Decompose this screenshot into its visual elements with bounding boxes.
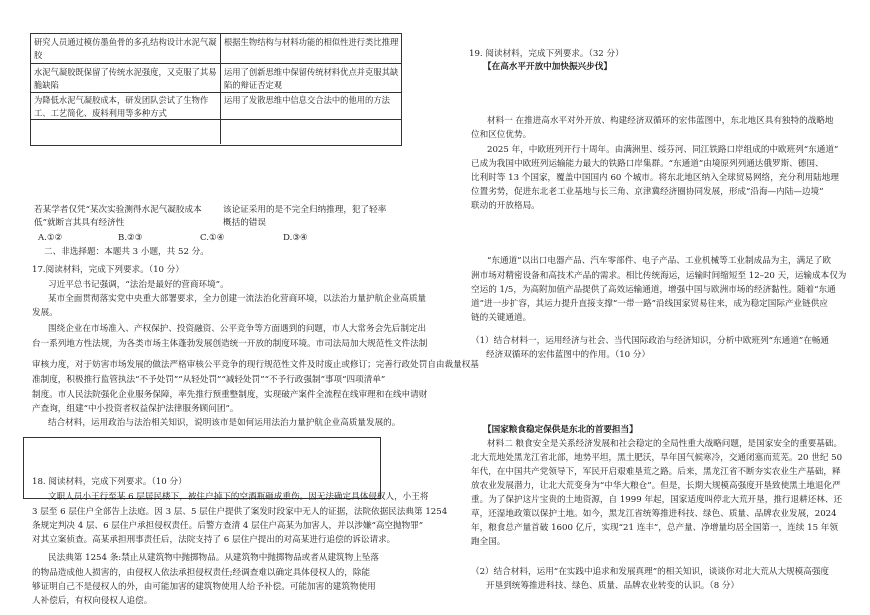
q18-line: 条规定判决 4 层、6 层住户承担侵权责任。后警方查清 4 层住户高某为加害人，并以涉嫌“高空抛物罪” (32, 521, 424, 531)
table-cell: 为降低水泥气凝胶成本，研发团队尝试了生物作工、工艺简化、废料利用等多种方式 (34, 95, 209, 118)
section-subtitle: 【在高水平开放中加快振兴步伐】 (483, 62, 612, 72)
table-cell: 运用了创新思维中保留传统材料优点并克服其缺陷的辩证否定观 (224, 67, 399, 90)
m1b-line: 空运的 1/5，为高附加值产品提供了高效运输通道，增强中国与欧洲市场的经济黏性。随着“东通 (471, 285, 836, 295)
m2-line: 北大荒地处黑龙江省北部，地势平坦，黑土肥沃，旱年国气候寒冷，交通闭塞而荒芜。20 世纪 50 (471, 453, 843, 463)
table-cell: 水泥气凝胶既保留了传统水泥强度，又克服了其易脆缺陷 (34, 67, 217, 90)
q2-line: 开垦到统筹推进科技、绿色、质量、品牌农业转变的认识。（8 分） (486, 581, 740, 591)
m2-line: 放农业发展潜力，让北大荒变身为“中华大粮仓”。但是，长期大规模高强度开垦致使黑土地退化严 (471, 481, 841, 491)
table-row-line (30, 92, 401, 93)
q1-line: （1）结合材料一，运用经济与社会、当代国际政治与经济知识，分析中欧班列“东通道”在畅通 (471, 336, 830, 346)
option-c: C.①④ (200, 233, 225, 243)
m1-line: 已成为我国中欧班列运输能力最大的铁路口岸集群。“东通道”由境原列列通达俄罗斯、德国、 (471, 159, 824, 169)
m2-line: 跑全国。 (471, 537, 506, 547)
m1b-line: 道”进一步扩容，其运力提升直接支撑“一带一路”沿线国家贸易往来，成为稳定国际产业链供应 (471, 299, 828, 309)
q18-line: 够证明自己不是侵权人的外，由可能加害的建筑物使用人给予补偿。可能加害的建筑物使用 (32, 582, 376, 592)
m2-line: 材料二 粮食安全是关系经济发展和社会稳定的全局性重大战略问题，是国家安全的重要基础。 (487, 439, 843, 449)
q17-line: 结合材料，运用政治与法治相关知识，说明该市是如何运用法治力量护航企业高质量发展的。 (48, 418, 401, 428)
q18-line: 3 层至 6 层住户全部告上法庭。因 3 层、5 层住户提供了案发时段家中无人的证据，法院依据民法典第 1254 (32, 507, 448, 517)
q17-line: 产查询，组建“中小投资者权益保护法律服务顾问团”。 (32, 404, 239, 414)
q17-line: 审核力度，对于妨害市场发展的做法严格审核公平竞争的现行规范性文件及时废止或修订；完善行政处罚自由裁量权基 (32, 360, 479, 370)
q18-line: 人补偿后，有权向侵权人追偿。 (32, 596, 153, 606)
m1-line: 2025 年，中欧班列开行十周年。由满洲里、绥芬河、同江铁路口岸组成的中欧班列“东通道” (487, 145, 839, 155)
m2-line: 草，还湿地政策以保护土地。如今，黑龙江省统筹推进科技、绿色、质量、品牌农业发展，2024 (471, 509, 837, 519)
m1b-line: 洲市场对精密设备和高技术产品的需求。相比传统海运，运输时间缩短至 12–20 天，运输成本仅为 (471, 271, 847, 281)
table-cell-text: 低”就断言其具有经济性 (34, 218, 125, 228)
q17-line: 制度。市人民法院强化企业服务保障，率先推行预重整制度，实现破产案件全流程在线审理和在线申请财 (32, 390, 428, 400)
q18-line: 文职人员小王行至某 6 层居民楼下，被住户掉下的空酒瓶砸成重伤。因无法确定具体侵权人，小王将 (48, 492, 429, 502)
m1-line: 比利时等 13 个国家，覆盖中国国内 60 个城市。将东北地区纳入全球贸易网络，充分利用陆地理 (471, 173, 839, 183)
table-cell-text: 概括的错误 (223, 218, 266, 228)
option-d: D.③④ (283, 233, 308, 243)
q18-line: 对其立案侦查。高某承担刑事责任后，法院支持了 6 层住户提出的对高某进行追偿的诉讼请求。 (32, 535, 396, 545)
question-18-heading: 18. 阅读材料，完成下列要求。（10 分） (32, 477, 187, 487)
option-b: B.②③ (118, 233, 143, 243)
table-cell: 研究人员通过模仿墨鱼骨的多孔结构设计水泥气凝胶 (34, 37, 217, 60)
q1-line: 经济双循环的宏伟蓝图中的作用。（10 分） (486, 350, 651, 360)
m1b-line: 链的关键通道。 (471, 313, 532, 323)
table-row-line (30, 63, 401, 64)
m2-line: 年代，在中国共产党领导下，军民开启艰难垦荒之路。后来，黑龙江省不断夯实农业生产基础，释 (471, 467, 841, 477)
q17-line: 习近平总书记强调，“法治是最好的营商环境”。 (48, 280, 229, 290)
m2-line: 重。为了保护这片宝贵的土地资源，自 1999 年起，国家适度叫停北大荒开垦，推行退耕还林、还 (471, 495, 843, 505)
table-cell: 根据生物结构与材料功能的相似性进行类比推理 (224, 37, 399, 47)
q17-line: 某市全面贯彻落实党中央重大部署要求，全力创建一流法治化营商环境，以法治力量护航企业高质量 (48, 294, 427, 304)
m1-line: 位和区位优势。 (471, 130, 532, 140)
m1b-line: “东通道”以出口电器产品、汽车零部件、电子产品、工业机械等工业制成品为主，满足了欧 (487, 256, 831, 266)
m1-line: 材料一 在推进高水平对外开放、构建经济双循环的宏伟蓝图中，东北地区具有独特的战略地 (487, 116, 834, 126)
section-heading: 二、非选择题：本题共 3 小题，共 52 分。 (44, 247, 209, 257)
q17-line: 准制度，积极推行监管执法“不予处罚”“从轻处罚”“减轻处罚”“不予行政强制”事项“四项清单” (32, 375, 386, 385)
section-subtitle: 【国家粮食稳定保供是东北的首要担当】 (483, 425, 638, 435)
question-17-heading: 17.阅读材料，完成下列要求。（10 分） (32, 265, 184, 275)
m1-line: 联动的开放格局。 (471, 201, 540, 211)
q18-line: 民法典第 1254 条:禁止从建筑物中抛掷物品。从建筑物中抛掷物品或者从建筑物上坠落 (48, 553, 380, 563)
q2-line: （2）结合材料，运用“在实践中追求和发展真理”的相关知识，谈谈你对北大荒从大规模高强度 (471, 567, 830, 577)
option-a: A.①② (38, 233, 63, 243)
q17-line: 围绕企业在市场准入、产权保护、投资融资、公平竞争等方面遇到的问题，市人大常务会先后制定出 (48, 324, 427, 334)
m2-line: 年，粮食总产量首破 1600 亿斤，实现“21 连丰”，总产量、净增量均居全国第一，连续 15 年领 (471, 523, 838, 533)
table-cell: 运用了发散思维中信息交合法中的他用的方法 (224, 95, 390, 105)
table-cell-text: 该论证采用的是不完全归纳推理，犯了轻率 (223, 205, 387, 215)
question-19-heading: 19. 阅读材料，完成下列要求。（32 分） (469, 49, 624, 59)
q17-line: 发展。 (32, 308, 58, 318)
m1-line: 位置劣势，促进东北老工业基地与长三角、京津冀经济圈协同发展，形成“沿海—内陆—边境” (471, 187, 824, 197)
q18-line: 的物品造成他人损害的，由侵权人依法承担侵权责任;经调查难以确定具体侵权人的，除能 (32, 568, 371, 578)
table-divider (220, 33, 221, 144)
table-row-line (30, 119, 401, 120)
table-cell-text: 若某学者仅凭“某次实验测得水泥气凝胶成本 (34, 205, 202, 215)
q17-line: 台一系列地方性法规，为各类市场主体蓬勃发展创造统一开放的制度环境。市司法局加大规范性文件法制 (32, 339, 428, 349)
